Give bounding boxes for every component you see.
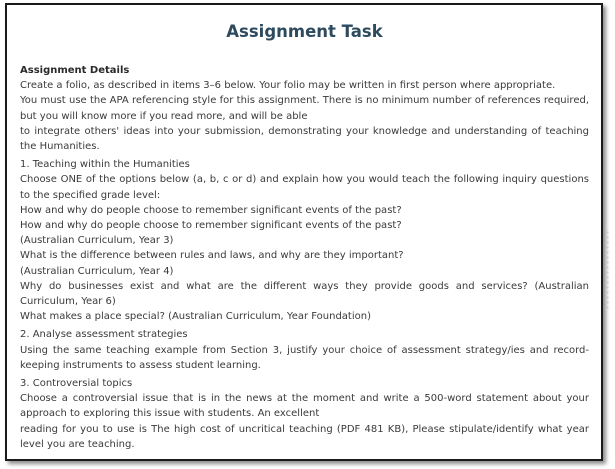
- section3-body-2: reading for you to use is The high cost of uncritical teaching (PDF 481 KB), Please stipulate/identify what year level you are teaching.: [20, 423, 589, 450]
- section1-heading: 1. Teaching within the Humanities: [20, 159, 190, 171]
- section1-line: Why do businesses exist and what are the different ways they provide goods and services? (Australian Curriculum, Year 6): [20, 280, 589, 308]
- details-paragraph-1: Create a folio, as described in items 3–6 below. Your folio may be written in first person where appropriate.: [20, 80, 556, 92]
- section2-body: Using the same teaching example from Section 3, justify your choice of assessment strategy/ies and record-keeping instruments to assess student learning.: [20, 344, 589, 371]
- details-paragraph-3: to integrate others' ideas into your submission, demonstrating your knowledge and understanding of teaching the Humanities.: [20, 125, 589, 153]
- section3-body-1: Choose a controversial issue that is in the news at the moment and write a 500-word statement about your approach to exploring this issue with students. An excellent: [20, 393, 589, 420]
- decorative-dots: [605, 230, 611, 310]
- section1-line: What makes a place special? (Australian Curriculum, Year Foundation): [20, 311, 371, 323]
- assignment-content: [20, 63, 589, 452]
- section1-line: What is the difference between rules and laws, and why are they important?: [20, 250, 404, 262]
- details-paragraph-2: You must use the APA referencing style for this assignment. There is no minimum number of references required, but you will know more if you read more, and will be able: [20, 95, 589, 122]
- section1-line: How and why do people choose to remember significant events of the past?: [20, 220, 402, 232]
- section1-line: How and why do people choose to remember significant events of the past?: [20, 204, 402, 216]
- page-title: Assignment Task: [226, 22, 383, 41]
- section3-heading: 3. Controversial topics: [20, 378, 133, 390]
- assignment-document: [5, 3, 603, 461]
- section1-intro: Choose ONE of the options below (a, b, c or d) and explain how you would teach the following inquiry questions to the specified grade level:: [20, 174, 589, 201]
- section2-heading: 2. Analyse assessment strategies: [20, 329, 188, 341]
- details-heading: Assignment Details: [20, 65, 130, 76]
- section1-line: (Australian Curriculum, Year 4): [20, 265, 174, 277]
- section1-line: (Australian Curriculum, Year 3): [20, 235, 174, 247]
